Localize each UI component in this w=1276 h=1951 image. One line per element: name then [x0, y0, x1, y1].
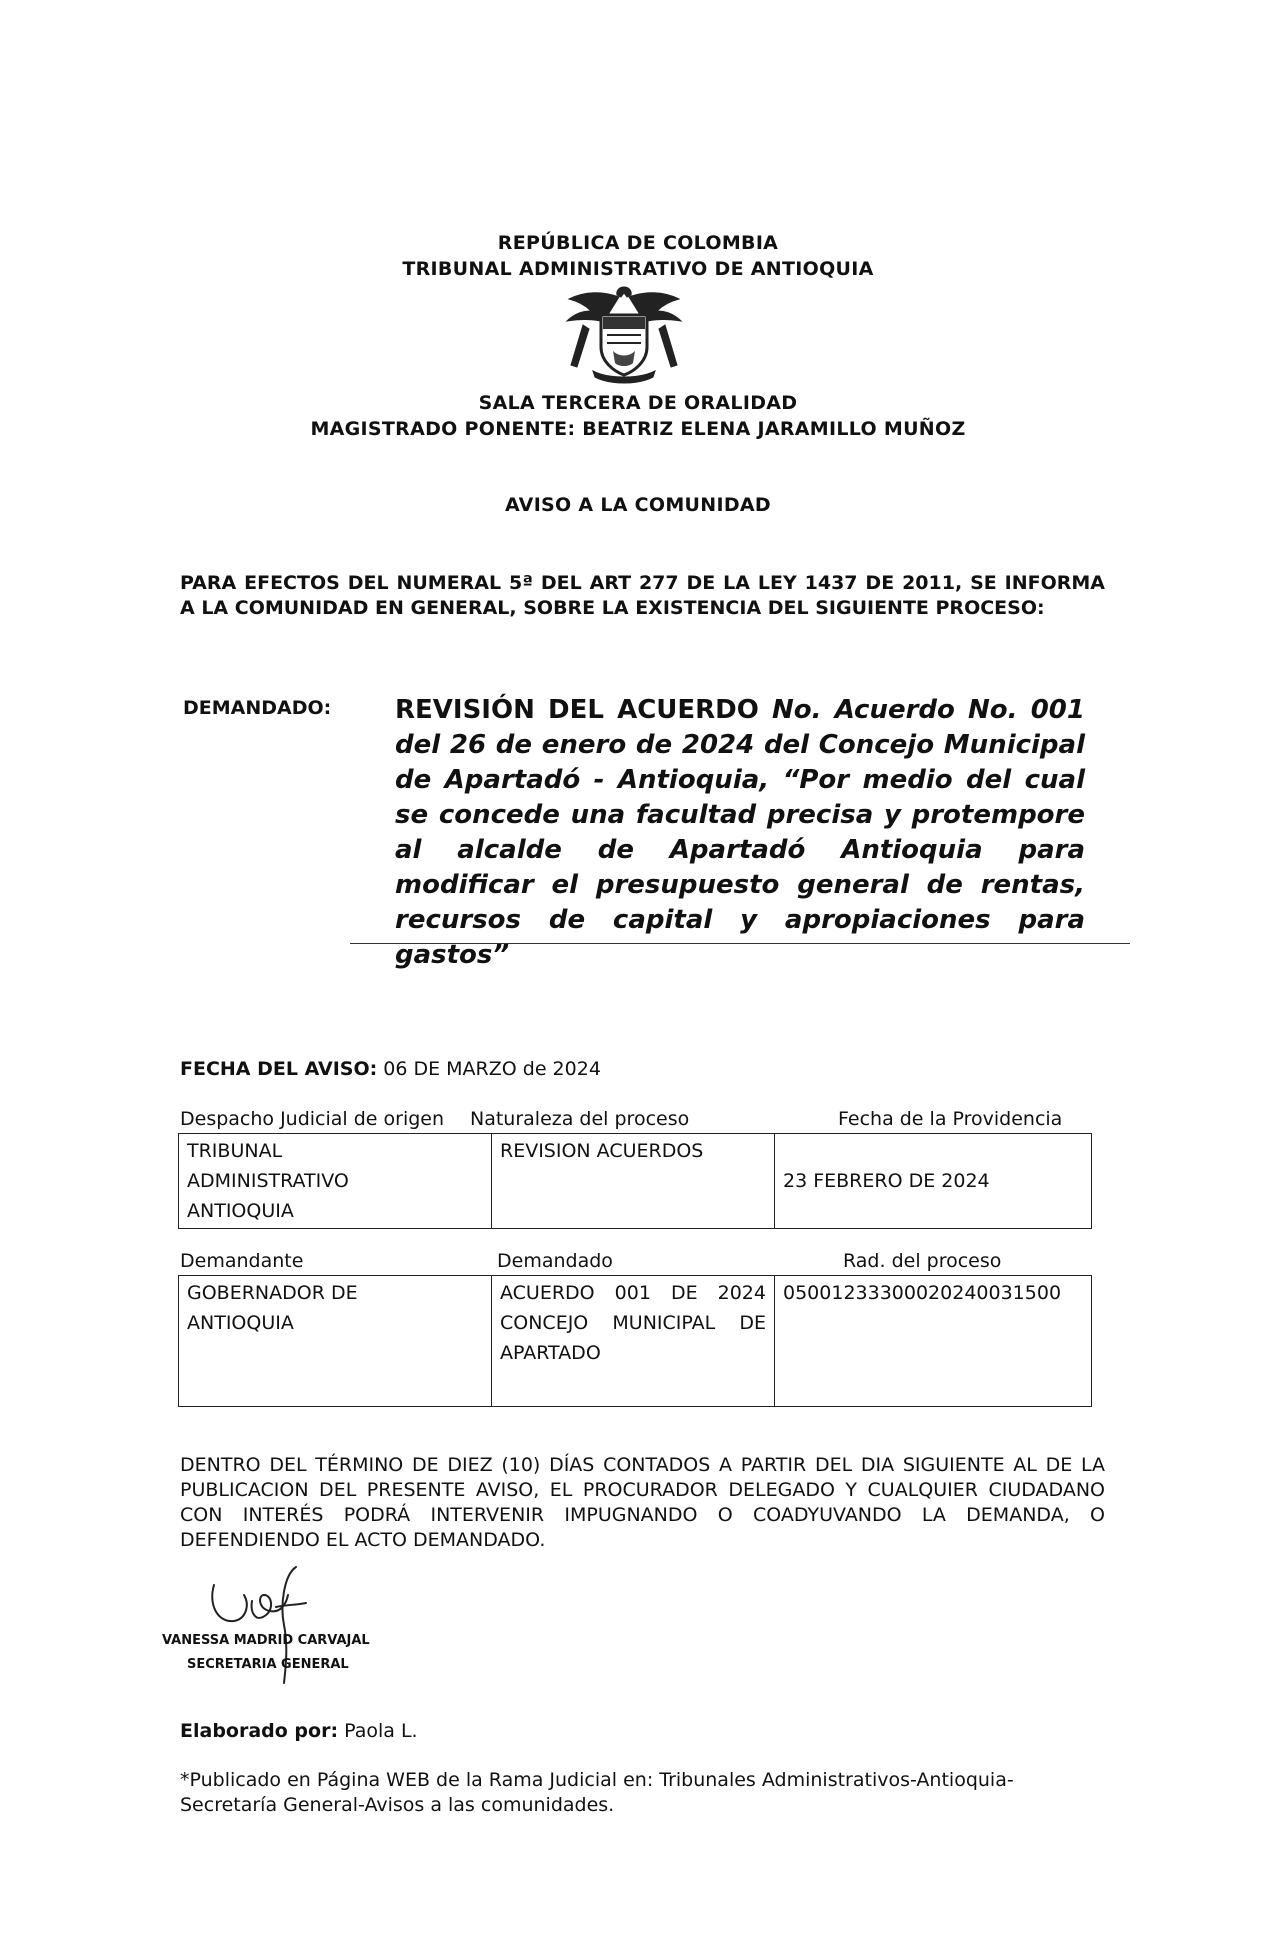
demandado-lead: REVISIÓN DEL ACUERDO [395, 695, 759, 725]
header-line-sala: SALA TERCERA DE ORALIDAD [478, 392, 798, 414]
table1-cell-despacho: TRIBUNAL ADMINISTRATIVO ANTIOQUIA [179, 1134, 492, 1229]
table2-header-demandante: Demandante [180, 1250, 304, 1272]
table2 [178, 1275, 1092, 1407]
table1-cell-fecha: 23 FEBRERO DE 2024 [775, 1134, 1092, 1229]
signature-name: VANESSA MADRID CARVAJAL [162, 1633, 370, 1648]
header-line-tribunal: TRIBUNAL ADMINISTRATIVO DE ANTIOQUIA [402, 258, 874, 280]
elaborado-por [180, 1720, 418, 1742]
table2-cell-demandado: ACUERDO 001 DE 2024 CONCEJO MUNICIPAL DE APARTADO [492, 1276, 775, 1407]
table2-header-rad: Rad. del proceso [843, 1250, 1002, 1272]
table2-cell-rad: 05001233300020240031500 [775, 1276, 1092, 1407]
fecha-aviso-label: FECHA DEL AVISO: [180, 1058, 378, 1080]
table2-header-demandado: Demandado [497, 1250, 613, 1272]
table1-cell-naturaleza: REVISION ACUERDOS [492, 1134, 775, 1229]
divider [350, 943, 1130, 944]
coat-of-arms-icon [563, 285, 685, 385]
table1 [178, 1133, 1092, 1229]
demandado-detail: No. Acuerdo No. 001 del 26 de enero de 2024 del Concejo Municipal de Apartadó - Antioquia, “Por medio del cual se concede una facultad precisa y protempore al alcalde de Apartadó Antioquia para modificar el presupuesto general de rentas, recursos de capital y apropiaciones para gastos” [395, 695, 1085, 970]
fecha-aviso-value: 06 DE MARZO de 2024 [383, 1058, 601, 1080]
elaborado-label: Elaborado por: [180, 1720, 339, 1742]
page-title: AVISO A LA COMUNIDAD [504, 494, 772, 516]
header-line-magistrado: MAGISTRADO PONENTE: BEATRIZ ELENA JARAMILLO MUÑOZ [310, 418, 966, 440]
table1-header-despacho: Despacho Judicial de origen [180, 1108, 445, 1130]
publicado-note: *Publicado en Página WEB de la Rama Judicial en: Tribunales Administrativos-Antioquia-Secretaría General-Avisos a las comunidades. [180, 1769, 1014, 1816]
demandado-text [395, 693, 1085, 973]
table-row [179, 1276, 1092, 1407]
terms-paragraph: DENTRO DEL TÉRMINO DE DIEZ (10) DÍAS CONTADOS A PARTIR DEL DIA SIGUIENTE AL DE LA PUBLICACION DEL PRESENTE AVISO, EL PROCURADOR DELEGADO Y CUALQUIER CIUDADANO CON INTERÉS PODRÁ INTERVENIR IMPUGNANDO O COADYUVANDO LA DEMANDA, O DEFENDIENDO EL ACTO DEMANDADO. [180, 1454, 1105, 1551]
table1-header-naturaleza: Naturaleza del proceso [470, 1108, 690, 1130]
intro-paragraph: PARA EFECTOS DEL NUMERAL 5ª DEL ART 277 DE LA LEY 1437 DE 2011, SE INFORMA A LA COMUNIDAD EN GENERAL, SOBRE LA EXISTENCIA DEL SIGUIENTE PROCESO: [180, 572, 1105, 619]
table1-header-fecha: Fecha de la Providencia [838, 1108, 1063, 1130]
signature-title: SECRETARIA GENERAL [187, 1657, 349, 1672]
demandado-label: DEMANDADO: [183, 697, 332, 719]
table2-cell-demandante: GOBERNADOR DE ANTIOQUIA [179, 1276, 492, 1407]
table-row [179, 1134, 1092, 1229]
elaborado-value: Paola L. [344, 1720, 418, 1742]
fecha-aviso [180, 1058, 601, 1080]
header-line-republica: REPÚBLICA DE COLOMBIA [497, 232, 779, 254]
